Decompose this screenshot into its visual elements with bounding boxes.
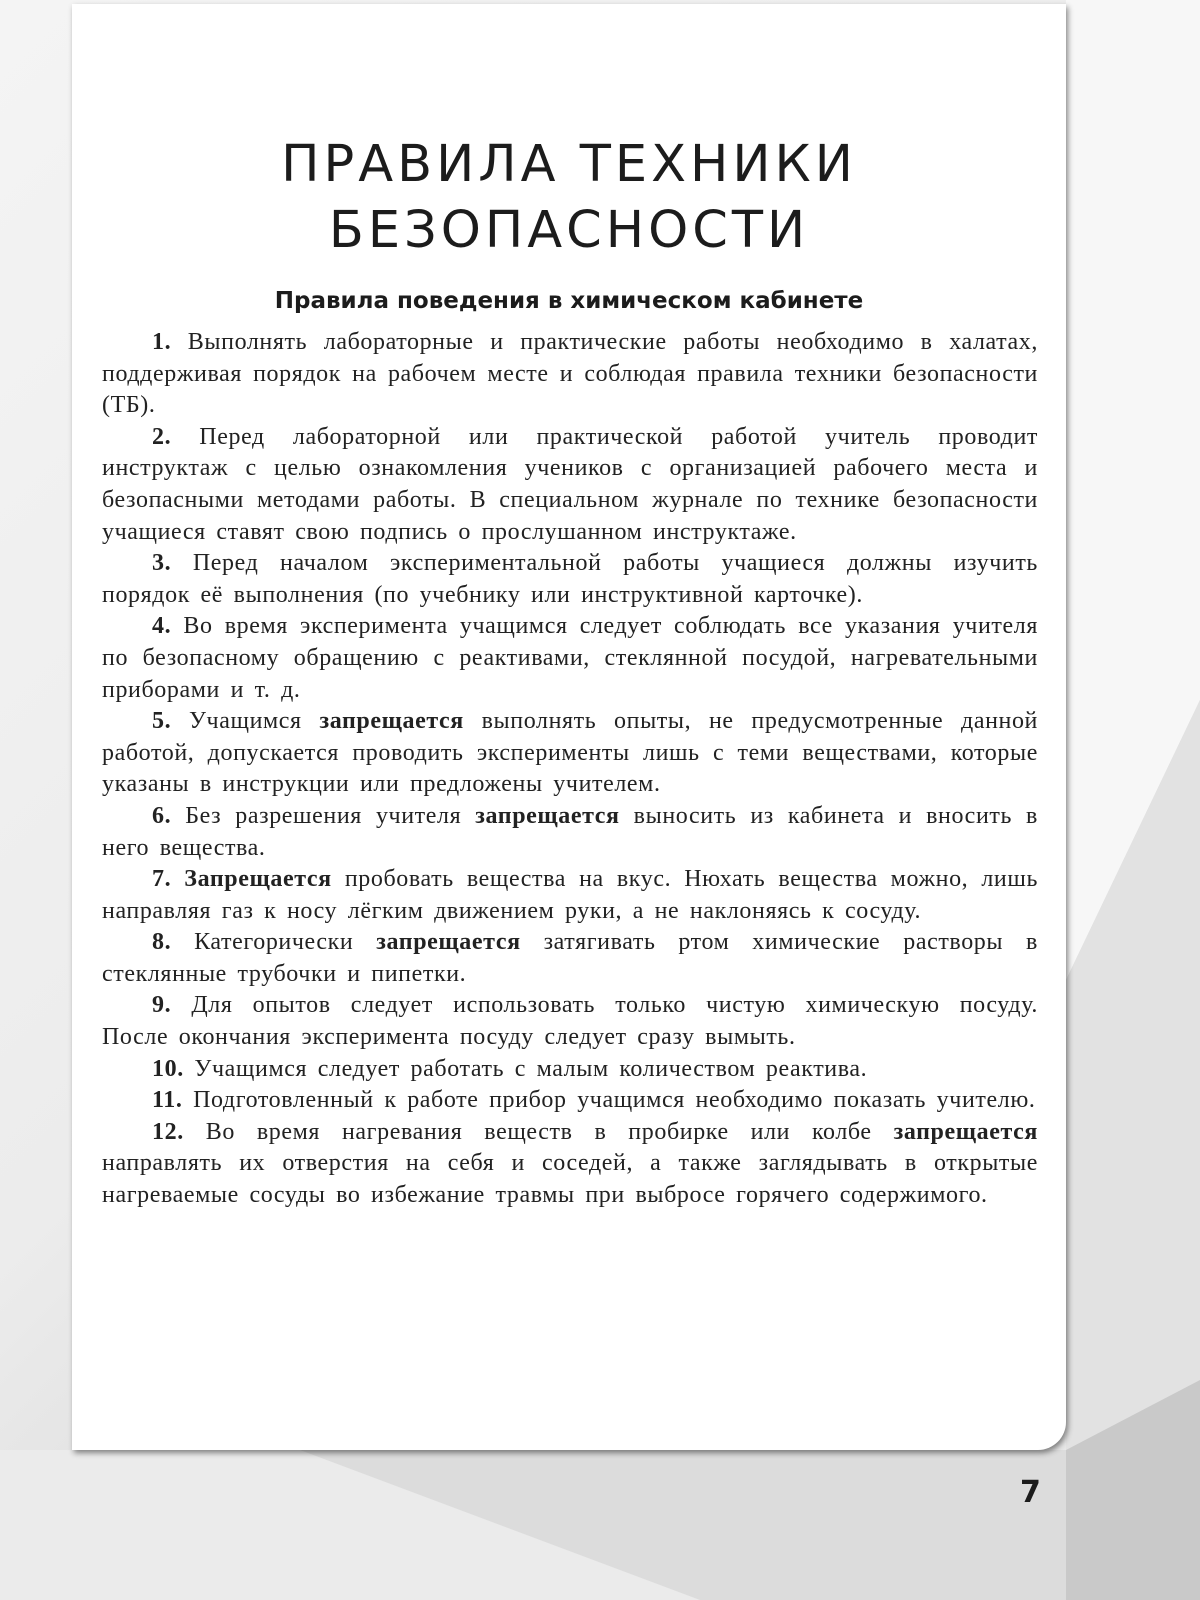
rule-number: 8. [152, 929, 172, 956]
rule-emphasis: запрещается [376, 929, 521, 956]
rule-number: 9. [152, 992, 172, 1019]
page-title-line-2: БЕЗОПАСНОСТИ [328, 201, 810, 260]
rule-text-post: направлять их отверстия на себя и соседей, а также заглядывать в открытые нагреваемые сосуды во избежание травмы при выбросе горячего содержимого. [102, 1150, 1038, 1209]
rule-emphasis: запрещается [475, 802, 620, 829]
rule-number: 1. [152, 329, 172, 355]
rule-text: Подготовленный к работе прибор учащимся необходимо показать учителю. [193, 1087, 1036, 1114]
rule-number: 10. [152, 1055, 184, 1082]
rule-text-post: выносить из кабинета и вносить в него вещества. [102, 802, 1038, 861]
rule-number: 5. [152, 708, 172, 735]
rule-7 [102, 864, 1038, 927]
rule-8 [102, 927, 1038, 990]
rule-number: 7. [152, 866, 172, 893]
rules-list [102, 327, 1038, 1212]
rule-emphasis: запрещается [893, 1118, 1038, 1145]
rule-11 [102, 1085, 1038, 1117]
rule-2 [102, 422, 1038, 548]
page-card [72, 4, 1066, 1450]
section-heading: Правила поведения в химическом кабинете [274, 288, 864, 314]
rule-text: Выполнять лабораторные и практические работы необходимо в халатах, поддерживая порядок на рабочем месте и соблюдая правила техники безопасности (ТБ). [102, 329, 1038, 419]
rule-9 [102, 990, 1038, 1053]
page-number: 7 [1020, 1475, 1041, 1510]
rule-12 [102, 1117, 1038, 1212]
rule-3 [102, 548, 1038, 611]
rule-number: 11. [152, 1087, 183, 1114]
rule-number: 6. [152, 802, 172, 829]
rule-text: Для опытов следует использовать только чистую химическую посуду. После окончания эксперимента посуду следует сразу вымыть. [102, 992, 1038, 1051]
rule-text-post: пробовать вещества на вкус. Нюхать вещества можно, лишь направляя газ к носу лёгким движением руки, а не наклоняясь к сосуду. [102, 866, 1039, 924]
rule-text-pre: Учащимся [188, 708, 302, 735]
rule-text: Перед лабораторной или практической работой учитель проводит инструктаж с целью ознакомления учеников с организацией рабочего места и безопасными методами работы. В специальном журнале по технике безопасности учащиеся ставят свою подпись о прослушанном инструктаже. [102, 423, 1038, 545]
rule-text: Во время эксперимента учащимся следует соблюдать все указания учителя по безопасному обращению с реактивами, стеклянной посудой, нагревательными приборами и т. д. [102, 613, 1038, 703]
rule-6 [102, 801, 1038, 864]
rule-emphasis: запрещается [319, 708, 464, 735]
rule-number: 2. [152, 423, 172, 450]
rule-1 [102, 327, 1038, 422]
rule-number: 3. [152, 550, 172, 577]
rule-number: 12. [152, 1118, 184, 1145]
rule-number: 4. [152, 613, 172, 640]
rule-4 [102, 611, 1038, 706]
rule-emphasis: Запрещается [184, 866, 332, 893]
rule-10 [102, 1054, 1038, 1086]
rule-text-pre: Во время нагревания веществ в пробирке или колбе [205, 1118, 872, 1145]
rule-text: Перед началом экспериментальной работы учащиеся должны изучить порядок её выполнения (по учебнику или инструктивной карточке). [102, 550, 1038, 608]
rule-text-post: выполнять опыты, не предусмотренные данной работой, допускается проводить эксперименты лишь с теми веществами, которые указаны в инструкции или предложены учителем. [102, 708, 1038, 798]
page-title-line-1: ПРАВИЛА ТЕХНИКИ [281, 135, 857, 194]
rule-text-pre: Категорически [194, 929, 354, 956]
rule-text-pre: Без разрешения учителя [185, 802, 462, 829]
rule-text-post: затягивать ртом химические растворы в стеклянные трубочки и пипетки. [102, 929, 1038, 987]
rule-text: Учащимся следует работать с малым количеством реактива. [194, 1055, 868, 1082]
rule-5 [102, 706, 1038, 801]
page-title [72, 132, 1066, 264]
